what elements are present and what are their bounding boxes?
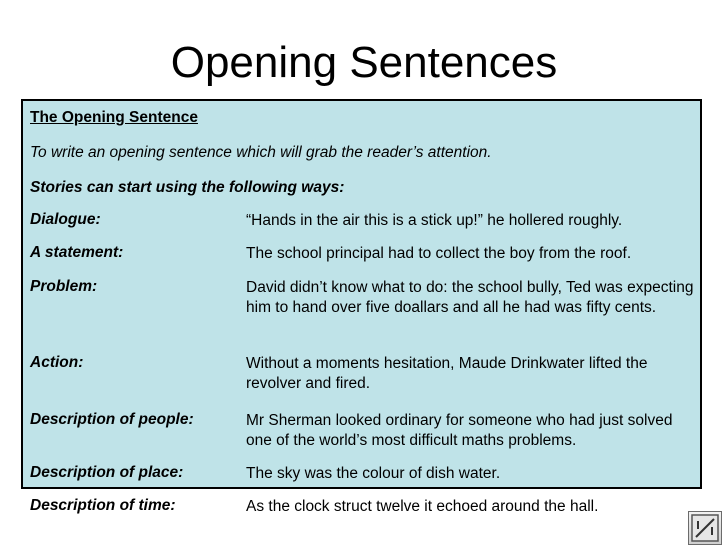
slide-navigation-button[interactable]	[688, 511, 722, 545]
row-example: David didn’t know what to do: the school bully, Ted was expecting him to hand over five doallars and all he had was fifty cents.	[246, 279, 694, 316]
purpose-text: To write an opening sentence which will grab the reader’s attention.	[30, 144, 492, 161]
row-label: Description of time:	[30, 497, 176, 514]
row-example: The sky was the colour of dish water.	[246, 465, 501, 482]
row-label: A statement:	[30, 244, 124, 261]
content-panel	[21, 99, 702, 515]
row-example: As the clock struct twelve it echoed around the hall.	[246, 498, 599, 515]
section-heading: The Opening Sentence	[30, 109, 198, 126]
row-label: Description of place:	[30, 464, 184, 481]
row-example: Without a moments hesitation, Maude Drinkwater lifted the revolver and fired.	[246, 355, 648, 392]
row-label: Dialogue:	[30, 211, 101, 228]
row-example: The school principal had to collect the boy from the roof.	[246, 245, 632, 262]
slide-title: Opening Sentences	[170, 38, 558, 87]
row-label: Action:	[30, 354, 84, 371]
row-example: “Hands in the air this is a stick up!” he hollered roughly.	[246, 212, 623, 229]
row-label: Problem:	[30, 278, 98, 295]
intro-text: Stories can start using the following ways:	[30, 179, 345, 196]
slide-navigation-icon	[689, 512, 721, 544]
row-example: Mr Sherman looked ordinary for someone who had just solved one of the world’s most difficult maths problems.	[246, 412, 673, 449]
row-label: Description of people:	[30, 411, 194, 428]
